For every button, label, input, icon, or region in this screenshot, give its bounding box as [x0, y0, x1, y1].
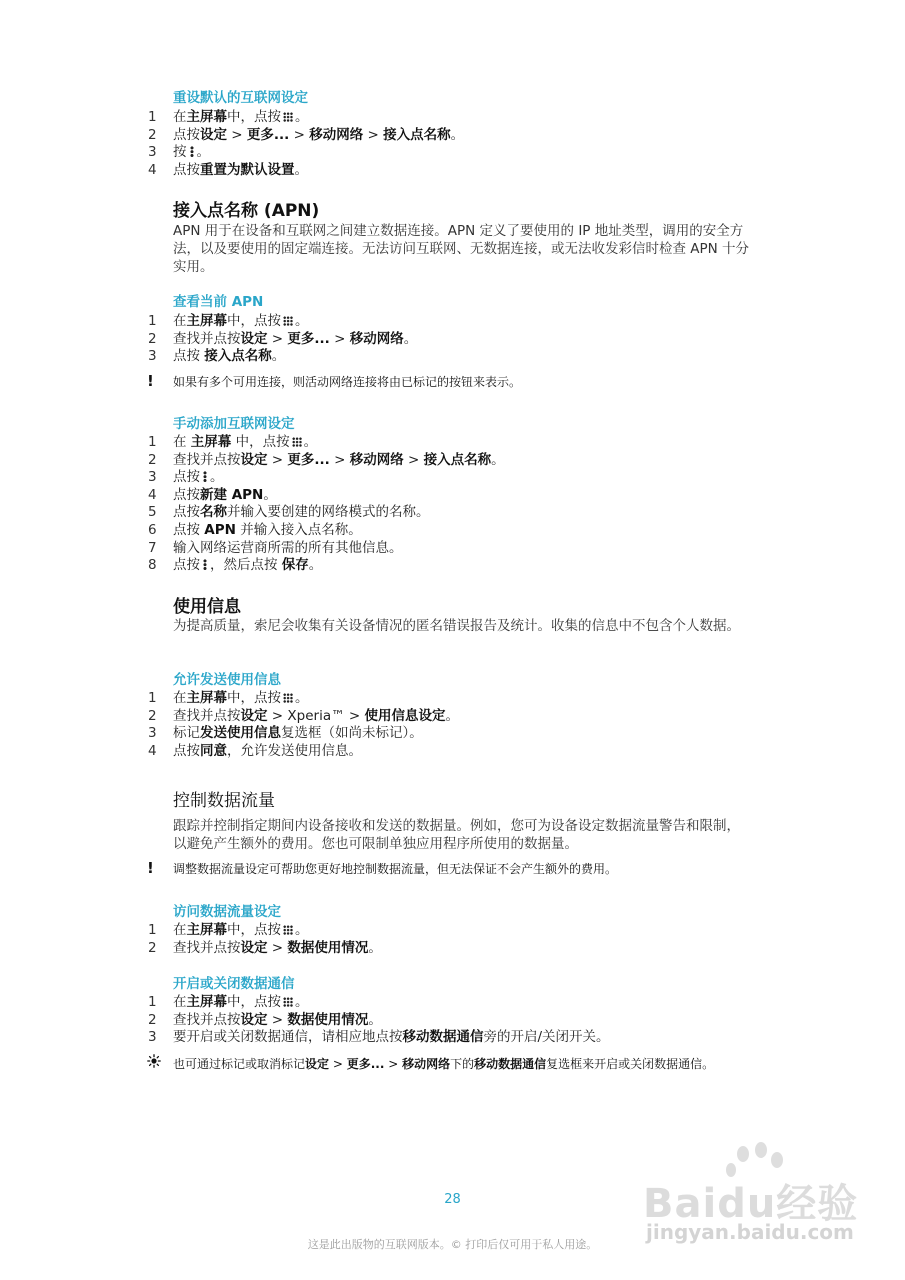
step-text: [173, 921, 309, 939]
text-run: 。: [445, 707, 460, 724]
text-run: >: [267, 707, 288, 724]
step-number: 3: [148, 725, 157, 742]
step-text: [173, 993, 309, 1011]
text-run: 。: [368, 1011, 382, 1028]
text-run: 。: [196, 144, 210, 161]
step-number: 1: [148, 434, 157, 450]
step-text: [173, 433, 317, 451]
step-number: 4: [148, 161, 157, 178]
ui-term: 保存: [281, 557, 309, 574]
step-number: 2: [148, 330, 157, 347]
step-number: 2: [148, 126, 157, 143]
step-item: [0, 921, 905, 939]
ui-term: 移动网络: [349, 330, 404, 347]
text-run: 点按: [173, 504, 200, 521]
ui-term: 重置为默认设置: [200, 161, 295, 178]
step-text: [173, 939, 382, 957]
step-item: [0, 939, 905, 957]
ui-term: 主屏幕: [186, 109, 227, 125]
step-text: [173, 312, 309, 330]
ui-term: 数据使用情况: [287, 939, 369, 956]
ui-term: 设定: [240, 1011, 268, 1028]
ui-term: 接入点名称: [383, 126, 451, 143]
text-run: 点按: [173, 742, 200, 759]
text-run: 点按: [173, 469, 200, 486]
text-run: 。: [295, 109, 309, 125]
text-run: 中，点按: [227, 922, 281, 938]
step-item: [0, 689, 905, 707]
step-item: [0, 742, 905, 760]
step-number: 2: [148, 707, 157, 724]
text-run: >: [267, 451, 288, 468]
app-grid-icon: [283, 316, 293, 326]
ui-term: APN: [204, 522, 236, 538]
ui-term: 移动网络: [402, 1057, 451, 1071]
step-text: [173, 330, 417, 348]
text-run: >: [289, 126, 310, 143]
text-run: 查找并点按: [173, 707, 241, 724]
text-run: 在: [173, 994, 187, 1010]
text-run: >: [329, 330, 350, 347]
step-number: 2: [148, 939, 157, 956]
text-run: 在: [173, 690, 187, 706]
step-number: 4: [148, 742, 157, 759]
ui-term: 设定: [240, 330, 268, 347]
text-run: ，允许发送使用信息。: [227, 742, 362, 759]
step-item: [0, 143, 905, 161]
ui-term: 设定: [240, 707, 268, 724]
ui-term: 发送使用信息: [200, 725, 281, 742]
tip-text: [173, 1056, 753, 1072]
step-number: 2: [148, 451, 157, 468]
text-run: >: [344, 707, 365, 724]
exclamation-icon: !: [147, 859, 154, 877]
step-item: [0, 724, 905, 742]
menu-dots-icon: [203, 559, 207, 570]
text-run: 在: [173, 922, 187, 938]
heading-usage-info: 使用信息: [173, 597, 241, 617]
step-number: 7: [148, 539, 157, 556]
text-run: 中，点按: [227, 109, 281, 125]
ui-term: 名称: [200, 504, 227, 521]
text-run: 点按: [173, 486, 200, 503]
text-run: 点按: [173, 522, 205, 538]
text-run: 。: [491, 451, 505, 468]
step-text: [173, 143, 210, 161]
text-run: 中，点按: [231, 434, 290, 450]
step-number: 1: [148, 994, 157, 1010]
app-grid-icon: [283, 997, 293, 1007]
step-text: [173, 503, 430, 521]
text-run: 并输入接入点名称。: [235, 522, 362, 538]
step-text: [173, 707, 459, 725]
ui-term: 设定: [305, 1057, 330, 1071]
ui-term: 主屏幕: [186, 994, 227, 1010]
text-run: 标记: [173, 725, 200, 742]
text-run: 复选框来开启或关闭数据通信。: [546, 1057, 715, 1071]
section-title-add-apn: 手动添加互联网设定: [173, 416, 295, 432]
step-text: [173, 742, 362, 760]
ui-term: 设定: [200, 126, 227, 143]
step-text: [173, 724, 423, 742]
section-title-allow-usage-info: 允许发送使用信息: [173, 672, 281, 688]
text-run: 也可通过标记或取消标记: [173, 1057, 306, 1071]
text-run: 中，点按: [227, 313, 281, 329]
ui-term: 主屏幕: [186, 690, 227, 706]
ui-term: 主屏幕: [186, 922, 227, 938]
ui-term: 更多...: [287, 330, 330, 347]
text-run: 。: [295, 690, 309, 706]
step-item: [0, 1011, 905, 1029]
step-item: [0, 161, 905, 179]
section-title-view-apn: 查看当前 APN: [173, 294, 264, 310]
text-run: 点按: [173, 557, 200, 574]
step-text: [173, 108, 309, 126]
ui-term: 使用信息设定: [364, 707, 446, 724]
ui-term: 接入点名称: [204, 348, 272, 365]
step-text: [173, 126, 464, 144]
ui-term: 设定: [240, 939, 268, 956]
section-title-toggle-data: 开启或关闭数据通信: [173, 976, 295, 992]
text-run: 下的: [450, 1057, 475, 1071]
text-run: 点按: [173, 348, 205, 365]
step-item: [0, 312, 905, 330]
text-run: >: [227, 126, 247, 143]
text-run: 。: [308, 557, 323, 574]
text-run: 。: [450, 126, 465, 143]
text-run: ，然后点按: [210, 557, 282, 574]
step-text: [173, 468, 224, 486]
text-run: 。: [403, 330, 418, 347]
text-run: 。: [295, 313, 309, 329]
app-grid-icon: [283, 925, 293, 935]
step-number: 4: [148, 486, 157, 503]
text-run: Xperia™: [287, 707, 345, 724]
step-text: [173, 161, 308, 179]
text-run: 。: [294, 161, 308, 178]
step-item: [0, 556, 905, 574]
step-item: [0, 468, 905, 486]
text-run: >: [329, 451, 350, 468]
text-run: >: [267, 939, 288, 956]
menu-dots-icon: [203, 471, 207, 482]
app-grid-icon: [283, 112, 293, 122]
text-run: >: [267, 330, 288, 347]
step-number: 6: [148, 522, 157, 538]
ui-term: 同意: [200, 742, 227, 759]
ui-term: 主屏幕: [190, 434, 232, 450]
step-item: [0, 993, 905, 1011]
usage-info-description: 为提高质量，索尼会收集有关设备情况的匿名错误报告及统计。收集的信息中不包含个人数据。: [173, 618, 740, 634]
step-item: [0, 108, 905, 126]
text-run: 。: [295, 994, 309, 1010]
step-text: [173, 347, 285, 365]
step-item: [0, 451, 905, 469]
text-run: 查找并点按: [173, 1011, 241, 1028]
step-number: 3: [148, 144, 157, 161]
ui-term: 移动网络: [309, 126, 364, 143]
ui-term: 设定: [240, 451, 268, 468]
text-run: 。: [295, 922, 309, 938]
step-number: 5: [148, 504, 157, 521]
ui-term: 新建 APN: [200, 486, 264, 503]
ui-term: 接入点名称: [423, 451, 492, 468]
text-run: 。: [303, 434, 318, 450]
note-text: 如果有多个可用连接，则活动网络连接将由已标记的按钮来表示。: [173, 375, 522, 389]
text-run: 。: [263, 486, 277, 503]
step-item: [0, 1028, 905, 1046]
text-run: 并输入要创建的网络模式的名称。: [227, 504, 430, 521]
step-number: 3: [148, 348, 157, 365]
step-number: 2: [148, 1011, 157, 1028]
app-grid-icon: [283, 693, 293, 703]
step-number: 1: [148, 690, 157, 706]
step-text: [173, 521, 362, 539]
note-text: 调整数据流量设定可帮助您更好地控制数据流量，但无法保证不会产生额外的费用。: [173, 862, 618, 876]
text-run: 查找并点按: [173, 939, 241, 956]
ui-term: 移动数据通信: [474, 1057, 547, 1071]
text-run: >: [363, 126, 384, 143]
exclamation-icon: !: [147, 372, 154, 390]
step-item: [0, 486, 905, 504]
ui-term: 更多...: [346, 1057, 385, 1071]
text-run: 点按: [173, 161, 200, 178]
text-run: 复选框（如尚未标记）。: [281, 725, 423, 742]
ui-term: 数据使用情况: [287, 1011, 369, 1028]
ui-term: 更多...: [246, 126, 290, 143]
step-item: [0, 433, 905, 451]
step-number: 1: [148, 109, 157, 125]
section-title-data-usage-settings: 访问数据流量设定: [173, 904, 281, 920]
step-item: [0, 126, 905, 144]
text-run: >: [267, 1011, 288, 1028]
text-run: 在: [173, 434, 191, 450]
ui-term: 移动数据通信: [402, 1029, 484, 1046]
step-item: [0, 503, 905, 521]
app-grid-icon: [292, 437, 302, 447]
page-number: 28: [444, 1192, 461, 1207]
ui-term: 移动网络: [349, 451, 404, 468]
text-run: 在: [173, 313, 187, 329]
text-run: 查找并点按: [173, 330, 241, 347]
footer-notice: 这是此出版物的互联网版本。© 打印后仅可用于私人用途。: [307, 1238, 598, 1251]
step-number: 1: [148, 313, 157, 329]
step-number: 8: [148, 557, 157, 574]
text-run: 中，点按: [227, 994, 281, 1010]
text-run: 中，点按: [227, 690, 281, 706]
heading-data-traffic: 控制数据流量: [173, 791, 275, 811]
step-text: [173, 539, 403, 557]
menu-dots-icon: [190, 146, 194, 157]
step-text: [173, 1028, 610, 1046]
text-run: 按: [173, 144, 187, 161]
lightbulb-icon: [147, 1054, 161, 1071]
ui-term: 更多...: [287, 451, 330, 468]
text-run: 点按: [173, 126, 200, 143]
text-run: >: [329, 1057, 347, 1071]
watermark-brand: Baidu经验: [643, 1181, 859, 1227]
step-number: 3: [148, 1029, 157, 1046]
ui-term: 主屏幕: [186, 313, 227, 329]
watermark-url: jingyan.baidu.com: [646, 1220, 854, 1244]
step-text: [173, 556, 322, 574]
text-run: 。: [210, 469, 224, 486]
step-text: [173, 451, 505, 469]
text-run: 查找并点按: [173, 451, 241, 468]
step-item: [0, 707, 905, 725]
step-item: [0, 539, 905, 557]
text-run: >: [403, 451, 424, 468]
text-run: 。: [271, 348, 286, 365]
step-item: [0, 347, 905, 365]
step-text: [173, 486, 277, 504]
step-item: [0, 330, 905, 348]
step-text: [173, 1011, 382, 1029]
data-traffic-description: 跟踪并控制指定期间内设备接收和发送的数据量。例如，您可为设备设定数据流量警告和限制，以避免产生额外的费用。您也可限制单独应用程序所使用的数据量。: [173, 818, 740, 852]
text-run: 输入网络运营商所需的所有其他信息。: [173, 539, 403, 556]
text-run: 。: [368, 939, 382, 956]
step-number: 3: [148, 469, 157, 486]
text-run: 在: [173, 109, 187, 125]
step-item: [0, 521, 905, 539]
section-title-reset-defaults: 重设默认的互联网设定: [173, 90, 308, 106]
step-number: 1: [148, 922, 157, 938]
text-run: 要开启或关闭数据通信，请相应地点按: [173, 1029, 403, 1046]
step-text: [173, 689, 309, 707]
heading-apn: 接入点名称 (APN): [173, 201, 320, 221]
text-run: 旁的开启/关闭开关。: [483, 1029, 610, 1046]
apn-description: APN 用于在设备和互联网之间建立数据连接。APN 定义了要使用的 IP 地址类型，调用的安全方法，以及要使用的固定端连接。无法访问互联网、无数据连接，或无法收发彩信时检查 APN 十分实用。: [173, 223, 750, 275]
text-run: >: [384, 1057, 403, 1071]
